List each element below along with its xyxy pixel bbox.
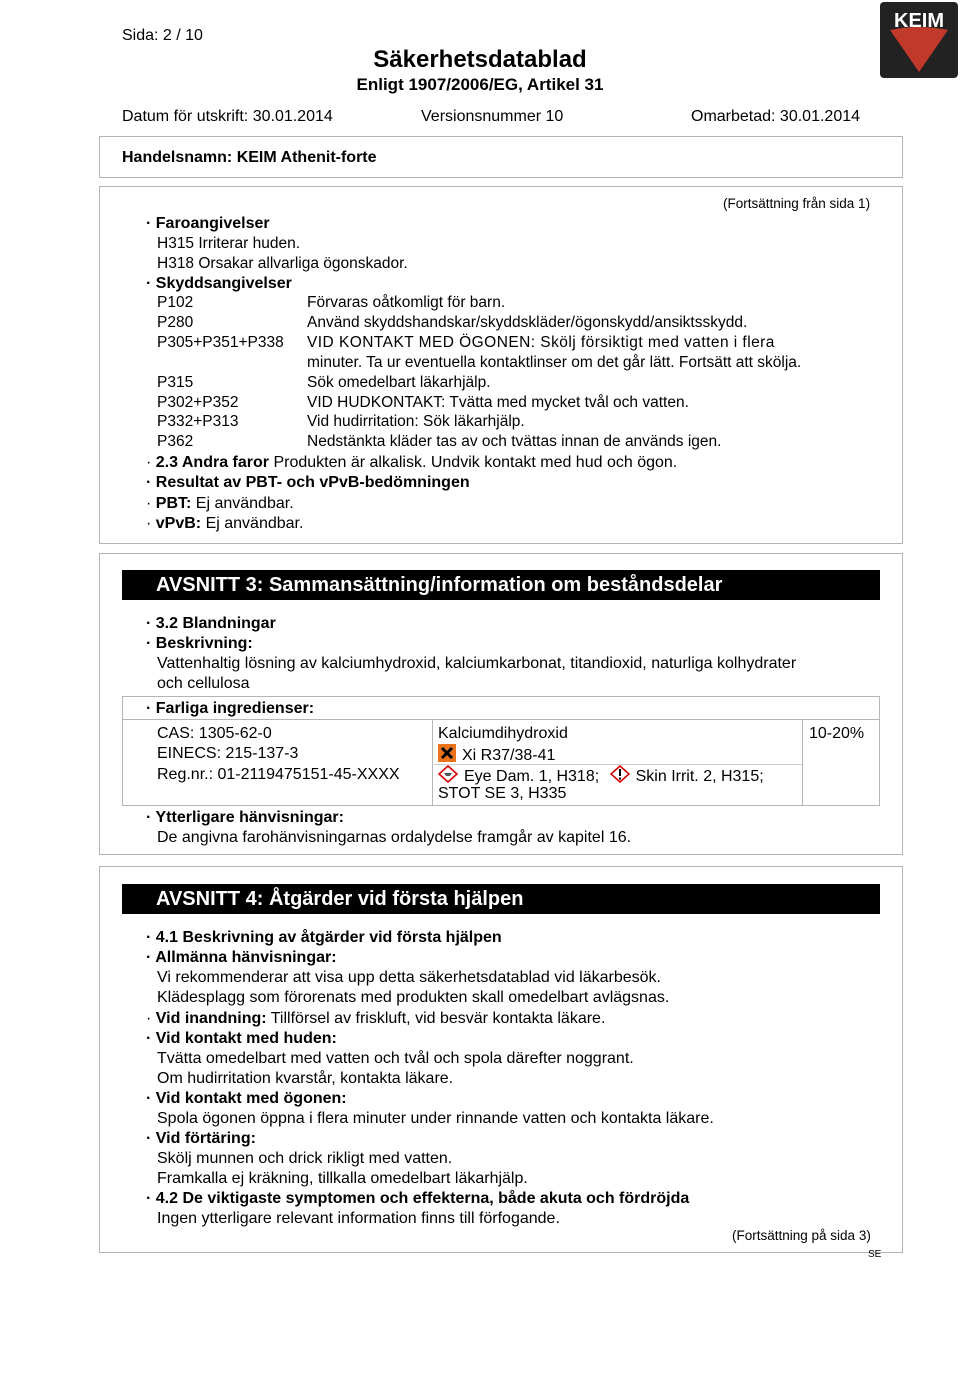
- continued-from: (Fortsättning från sida 1): [723, 196, 871, 211]
- logo-text: KEIM: [894, 10, 944, 32]
- skin-contact-2: Om hudirritation kvarstår, kontakta läkare.: [157, 1070, 454, 1087]
- concentration: 10-20%: [809, 725, 865, 742]
- document-title: Säkerhetsdatablad: [373, 46, 587, 73]
- description-line-1: Vattenhaltig lösning av kalciumhydroxid, kalciumkarbonat, titandioxid, naturliga kolhydrater: [157, 655, 797, 672]
- other-hazards: · 2.3 Andra faror Produkten är alkalisk. Undvik kontakt med hud och ögon.: [146, 454, 678, 471]
- general-advice-label: · Allmänna hänvisningar:: [146, 949, 337, 966]
- substance-name: Kalciumdihydroxid: [438, 725, 568, 742]
- skin-contact-label: · Vid kontakt med huden:: [146, 1030, 337, 1047]
- precautionary-title: · Skyddsangivelser: [146, 275, 292, 292]
- xi-classification: Xi R37/38-41: [438, 744, 555, 766]
- harmful-x-icon: [438, 744, 456, 762]
- general-advice-2: Klädesplagg som förorenats med produkten skall omedelbart avlägsnas.: [157, 989, 670, 1006]
- page-number: Sida: 2 / 10: [122, 27, 203, 44]
- trade-name: Handelsnamn: KEIM Athenit-forte: [122, 149, 377, 166]
- h315-line: H315 Irriterar huden.: [157, 235, 301, 252]
- version-number: Versionsnummer 10: [421, 108, 564, 125]
- continued-on: (Fortsättning på sida 3): [732, 1228, 871, 1243]
- skin-contact-1: Tvätta omedelbart med vatten och tvål och spola därefter noggrant.: [157, 1050, 634, 1067]
- eye-contact-1: Spola ögonen öppna i flera minuter under rinnande vatten och kontakta läkare.: [157, 1110, 714, 1127]
- first-aid-description-title: · 4.1 Beskrivning av åtgärder vid första hjälpen: [146, 929, 502, 946]
- language-code: SE: [868, 1249, 882, 1260]
- hazard-statements-title: · Faroangivelser: [146, 215, 270, 232]
- section-4-heading: AVSNITT 4: Åtgärder vid första hjälpen: [122, 884, 880, 914]
- description-line-2: och cellulosa: [157, 675, 250, 692]
- trade-name-box: [99, 136, 903, 178]
- inhalation-line: · Vid inandning: Tillförsel av friskluft, vid besvär kontakta läkare.: [146, 1010, 606, 1027]
- ingestion-2: Framkalla ej kräkning, tillkalla omedelbart läkarhjälp.: [157, 1170, 528, 1187]
- keim-logo: [878, 0, 960, 80]
- clp-classification: Eye Dam. 1, H318; Skin Irrit. 2, H315;: [438, 765, 764, 787]
- mixtures-title: · 3.2 Blandningar: [146, 615, 276, 632]
- p305-row-continued: minuter. Ta ur eventuella kontaktlinser om det går lätt. Fortsätt att skölja.: [307, 354, 802, 371]
- symptoms-text: Ingen ytterligare relevant information finns till förfogande.: [157, 1210, 560, 1227]
- section-3-heading: AVSNITT 3: Sammansättning/information om beståndsdelar: [122, 570, 880, 600]
- pbt-line: · PBT: Ej användbar.: [146, 495, 294, 512]
- einecs-number: EINECS: 215-137-3: [157, 745, 299, 762]
- additional-info-text: De angivna farohänvisningarnas ordalydelse framgår av kapitel 16.: [157, 829, 632, 846]
- clp-classification-continued: STOT SE 3, H335: [438, 785, 567, 802]
- h318-line: H318 Orsakar allvarliga ögonskador.: [157, 255, 408, 272]
- exclamation-icon: [610, 765, 630, 783]
- additional-info-label: · Ytterligare hänvisningar:: [146, 809, 344, 826]
- ingredients-label: · Farliga ingredienser:: [146, 700, 315, 717]
- cas-number: CAS: 1305-62-0: [157, 725, 272, 742]
- pbt-assessment-title: · Resultat av PBT- och vPvB-bedömningen: [146, 474, 470, 491]
- vpvb-line: · vPvB: Ej användbar.: [146, 515, 304, 532]
- description-label: · Beskrivning:: [146, 635, 253, 652]
- print-date: Datum för utskrift: 30.01.2014: [122, 108, 333, 125]
- revised-date: Omarbetad: 30.01.2014: [691, 108, 861, 125]
- document-subtitle: Enligt 1907/2006/EG, Artikel 31: [356, 75, 604, 94]
- general-advice-1: Vi rekommenderar att visa upp detta säkerhetsdatablad vid läkarbesök.: [157, 969, 661, 986]
- eye-contact-label: · Vid kontakt med ögonen:: [146, 1090, 347, 1107]
- symptoms-title: · 4.2 De viktigaste symptomen och effekterna, både akuta och fördröjda: [146, 1190, 690, 1207]
- reg-number: Reg.nr.: 01-2119475151-45-XXXX: [157, 766, 400, 783]
- corrosion-icon: [438, 765, 458, 783]
- ingestion-1: Skölj munnen och drick rikligt med vatten.: [157, 1150, 453, 1167]
- ingestion-label: · Vid förtäring:: [146, 1130, 256, 1147]
